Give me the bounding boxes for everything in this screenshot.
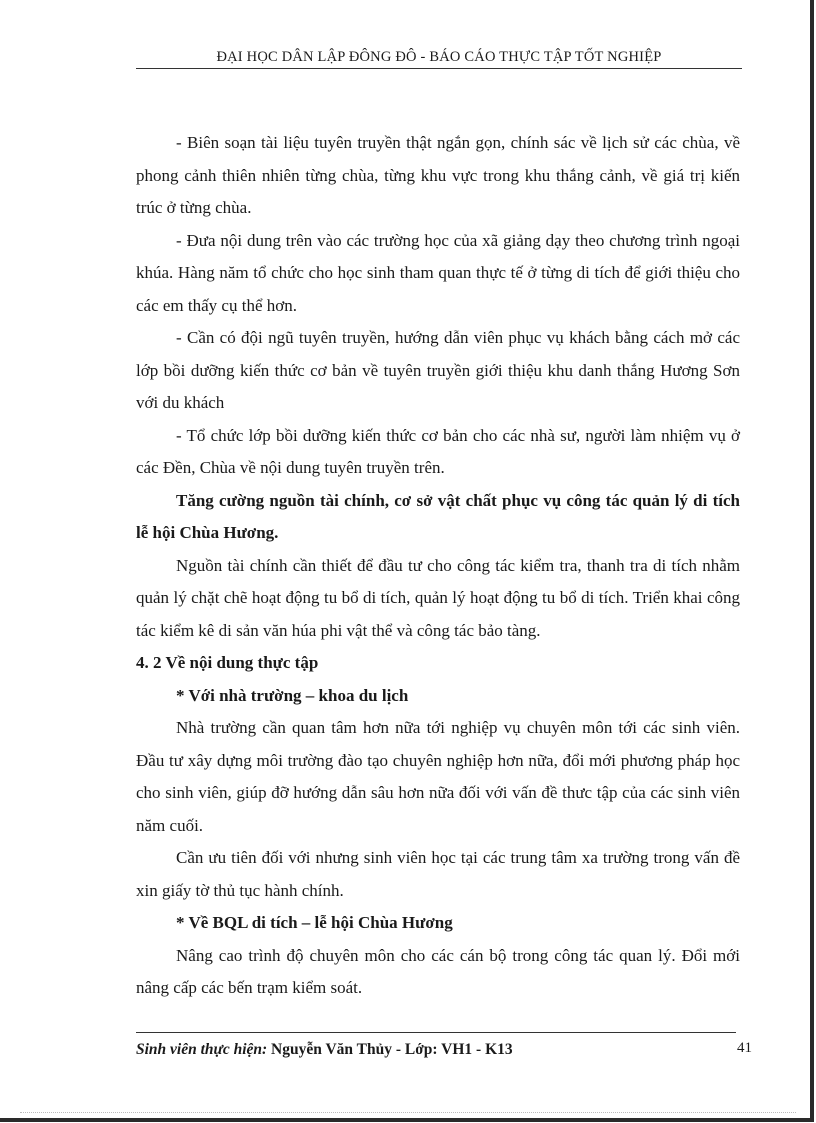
paragraph-priority: Cần ưu tiên đối với nhưng sinh viên học tại các trung tâm xa trường trong vấn đề xin giấy tờ thủ tục hành chính. [136,848,740,900]
section-heading-finance: Tăng cường nguồn tài chính, cơ sở vật chất phục vụ công tác quản lý di tích lễ hội Chùa Hương. [136,490,740,542]
header-divider [136,68,742,69]
footer-label: Sinh viên thực hiện: [136,1041,268,1058]
page-bottom-dotted-line [20,1112,796,1113]
paragraph-bql: Nâng cao trình độ chuyên môn cho các cán bộ trong công tác quan lý. Đổi mới nâng cấp các bến trạm kiểm soát. [136,945,740,997]
paragraph-school: Nhà trường cần quan tâm hơn nữa tới nghiệp vụ chuyên môn tới các sinh viên. Đầu tư xây dựng môi trường đào tạo chuyên nghiệp hơn nữa, đổi mới phương pháp học cho sinh viên, giúp đỡ hướng dẫn sâu hơn nữa đối với vấn đề thưc tập của các sinh viên năm cuối. [136,718,740,835]
document-body [136,127,740,1005]
paragraph-3: - Cần có đội ngũ tuyên truyền, hướng dẫn viên phục vụ khách bằng cách mở các lớp bồi dưỡng kiến thức cơ bản về tuyên truyền giới thiệu khu danh thắng Hương Sơn với du khách [136,328,740,412]
paragraph-4: - Tổ chức lớp bồi dưỡng kiến thức cơ bản cho các nhà sư, người làm nhiệm vụ ở các Đền, Chùa về nội dung tuyên truyền trên. [136,425,740,477]
footer-divider [136,1032,736,1033]
section-heading-4-2: 4. 2 Về nội dung thực tập [136,653,319,672]
footer-student-info [136,1041,513,1059]
paragraph-1: - Biên soạn tài liệu tuyên truyền thật ngắn gọn, chính sác về lịch sử các chùa, về phong cảnh thiên nhiên từng chùa, từng khu vực trong khu thắng cảnh, về giá trị kiến trúc ở từng chùa. [136,133,740,217]
paragraph-2: - Đưa nội dung trên vào các trường học của xã giảng dạy theo chương trình ngoại khúa. Hàng năm tổ chức cho học sinh tham quan thực tế ở từng di tích để giới thiệu cho các em thấy cụ thể hơn. [136,230,740,315]
page-header: ĐẠI HỌC DÂN LẬP ĐÔNG ĐÔ - BÁO CÁO THỰC TẬP TỐT NGHIỆP [216,49,662,65]
page-number: 41 [737,1040,752,1056]
subheading-school: * Với nhà trường – khoa du lịch [176,685,409,705]
footer-student-name: Nguyễn Văn Thủy - Lớp: VH1 - K13 [267,1041,513,1058]
paragraph-finance: Nguồn tài chính cần thiết để đầu tư cho công tác kiểm tra, thanh tra di tích nhằm quản lý chặt chẽ hoạt động tu bổ di tích, quản lý hoạt động tu bổ di tích. Triển khai công tác kiểm kê di sản văn húa phi vật thể và công tác bảo tàng. [136,555,740,640]
subheading-bql: * Về BQL di tích – lễ hội Chùa Hương [176,913,453,932]
